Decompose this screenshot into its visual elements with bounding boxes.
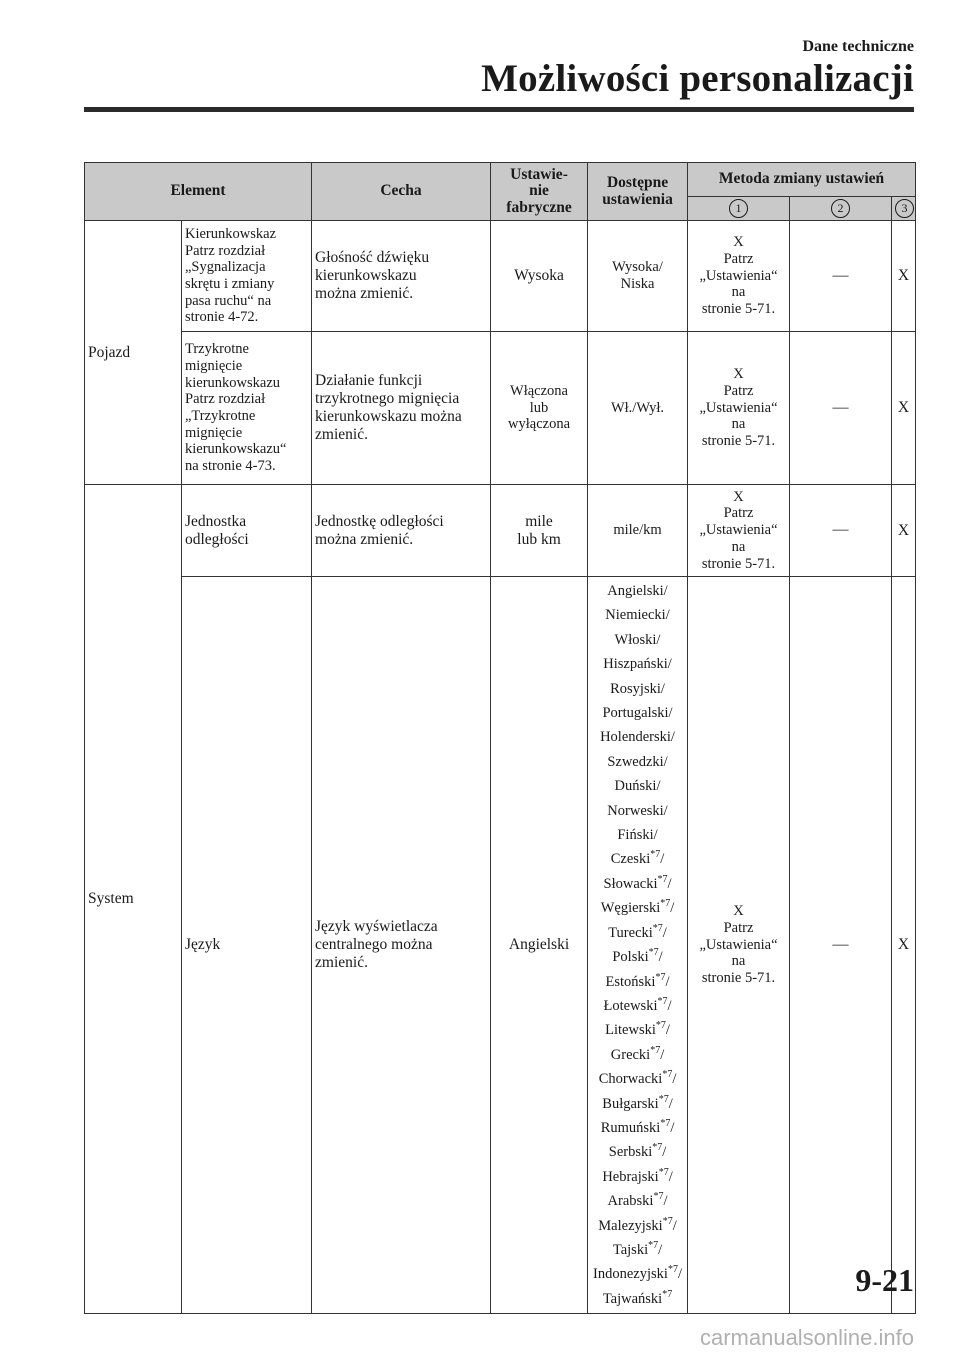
language-separator: / <box>658 949 663 966</box>
language-item <box>604 998 672 1014</box>
group-cell: Pojazd <box>85 221 182 485</box>
language-item <box>605 971 670 990</box>
language-separator: / <box>665 973 670 990</box>
language-name: Tajwański <box>602 1290 663 1307</box>
method-3-cell: X <box>892 221 916 332</box>
language-name: Polski <box>612 949 649 966</box>
language-item <box>599 1071 677 1087</box>
footnote-mark: *7 <box>658 1166 669 1178</box>
language-item <box>608 922 667 941</box>
language-separator: / <box>662 1144 667 1161</box>
language-separator: / <box>665 1022 670 1039</box>
language-item <box>610 1044 665 1063</box>
feature-cell: Język wyświetlacza centralnego można zmienić. <box>312 577 491 1314</box>
available-cell: Wł./Wył. <box>588 332 688 485</box>
header-method-1 <box>688 197 790 221</box>
language-item <box>610 681 665 697</box>
language-name: Malezyjski <box>598 1217 663 1234</box>
language-item <box>615 632 661 648</box>
language-name: Włoski/ <box>614 631 661 648</box>
language-name: Arabski <box>607 1193 654 1210</box>
element-cell: Trzykrotne mignięcie kierunkowskazu Patrz rozdział „Trzykrotne mignięcie kierunkowskazu“ na stronie 4-73. <box>182 332 312 485</box>
language-name: Fiński/ <box>617 827 658 844</box>
language-name: Bułgarski <box>602 1095 659 1112</box>
header-factory: Ustawie- nie fabryczne <box>491 163 588 221</box>
language-name: Norweski/ <box>607 802 668 819</box>
language-item <box>600 729 675 745</box>
language-name: Szwedzki/ <box>607 753 668 770</box>
footnote-mark: *7 <box>650 1044 661 1056</box>
feature-cell: Działanie funkcji trzykrotnego mignięcia kierunkowskazu można zmienić. <box>312 332 491 485</box>
language-separator: / <box>662 924 667 941</box>
method-1-cell: X Patrz „Ustawienia“ na stronie 5-71. <box>688 221 790 332</box>
language-name: Rumuński <box>600 1119 661 1136</box>
footnote-mark: *7 <box>657 874 668 886</box>
language-name: Słowacki <box>603 875 658 892</box>
footnote-mark: *7 <box>660 898 671 910</box>
language-name: Tajski <box>612 1241 649 1258</box>
customization-table <box>84 162 916 1314</box>
title-rule <box>84 107 914 112</box>
language-name: Serbski <box>608 1144 653 1161</box>
footnote-mark: *7 <box>648 1240 659 1252</box>
method-2-cell: — <box>790 332 892 485</box>
method-3-cell: X <box>892 485 916 577</box>
language-name: Angielski/ <box>607 583 668 599</box>
table-row <box>85 221 916 332</box>
factory-cell: Włączona lub wyłączona <box>491 332 588 485</box>
language-separator: / <box>670 900 675 917</box>
language-separator: / <box>677 1266 682 1283</box>
header-method-3 <box>892 197 916 221</box>
factory-cell: Angielski <box>491 577 588 1314</box>
language-separator: / <box>658 1241 663 1258</box>
page-number: 9-21 <box>855 1262 914 1298</box>
language-name: Węgierski <box>600 900 661 917</box>
factory-cell: mile lub km <box>491 485 588 577</box>
language-item <box>607 803 667 819</box>
language-item <box>604 876 672 892</box>
page-title: Możliwości personalizacji <box>481 57 914 100</box>
language-item <box>608 1193 668 1209</box>
language-separator: / <box>672 1217 677 1234</box>
language-separator: / <box>668 1095 673 1112</box>
language-separator: / <box>667 875 672 892</box>
language-item <box>601 900 675 916</box>
table-row <box>85 485 916 577</box>
language-name: Indonezyjski <box>593 1266 668 1283</box>
method-1-circle: 1 <box>729 199 748 218</box>
method-3-circle: 3 <box>895 199 914 218</box>
language-name: Chorwacki <box>598 1071 663 1088</box>
language-item <box>615 778 661 794</box>
method-3-cell: X <box>892 577 916 1314</box>
language-item <box>598 1215 677 1234</box>
footnote-mark: *7 <box>662 1069 673 1081</box>
header-method: Metoda zmiany ustawień <box>688 163 916 197</box>
language-separator: / <box>667 997 672 1014</box>
factory-cell: Wysoka <box>491 221 588 332</box>
footnote-mark: *7 <box>655 971 666 983</box>
language-item <box>612 949 662 965</box>
element-cell: Kierunkowskaz Patrz rozdział „Sygnalizacja skrętu i zmiany pasa ruchu“ na stronie 4-72. <box>182 221 312 332</box>
footnote-mark: *7 <box>652 1142 663 1154</box>
method-2-cell: — <box>790 221 892 332</box>
language-name: Niemiecki/ <box>605 607 670 624</box>
language-item <box>609 1144 667 1160</box>
section-label: Dane techniczne <box>802 38 914 55</box>
table-row <box>85 332 916 485</box>
language-name: Łotewski <box>603 997 658 1014</box>
footnote-mark: *7 <box>667 1264 678 1276</box>
language-item <box>605 607 669 623</box>
available-language-list <box>588 577 688 1314</box>
language-item <box>611 851 665 867</box>
method-1-cell: X Patrz „Ustawienia“ na stronie 5-71. <box>688 485 790 577</box>
watermark: carmanualsonline.info <box>699 1325 914 1350</box>
language-item <box>593 1266 682 1282</box>
language-item <box>605 1022 670 1038</box>
method-1-cell: X Patrz „Ustawienia“ na stronie 5-71. <box>688 332 790 485</box>
header-feature: Cecha <box>312 163 491 221</box>
method-1-cell: X Patrz „Ustawienia“ na stronie 5-71. <box>688 577 790 1314</box>
header-method-2 <box>790 197 892 221</box>
language-item <box>602 1288 673 1307</box>
language-item <box>607 754 667 770</box>
language-item <box>602 705 672 721</box>
header-element: Element <box>85 163 312 221</box>
language-item <box>617 827 657 843</box>
element-cell: Jednostka odległości <box>182 485 312 577</box>
method-2-cell: — <box>790 577 892 1314</box>
language-name: Duński/ <box>614 778 661 795</box>
method-2-circle: 2 <box>831 199 850 218</box>
language-name: Hebrajski <box>602 1168 659 1185</box>
language-name: Rosyjski/ <box>610 680 665 697</box>
language-separator: / <box>660 1046 665 1063</box>
language-item <box>603 656 671 672</box>
group-cell: System <box>85 485 182 1314</box>
footnote-mark: *7 <box>658 1093 669 1105</box>
footnote-mark: *7 <box>662 1215 673 1227</box>
language-separator: / <box>670 1119 675 1136</box>
language-separator: / <box>660 851 665 868</box>
table-row <box>85 577 916 1314</box>
language-item <box>601 1120 675 1136</box>
footnote-mark: *7 <box>660 1118 671 1130</box>
language-name: Hiszpański/ <box>603 656 672 673</box>
language-separator: / <box>663 1193 668 1210</box>
footnote-mark: *7 <box>652 922 663 934</box>
element-cell: Język <box>182 577 312 1314</box>
footnote-mark: *7 <box>662 1288 673 1300</box>
language-name: Portugalski/ <box>602 705 673 722</box>
language-name: Litewski <box>605 1022 656 1039</box>
footnote-mark: *7 <box>657 996 668 1008</box>
language-item <box>607 583 667 599</box>
method-3-cell: X <box>892 332 916 485</box>
method-2-cell: — <box>790 485 892 577</box>
header-available: Dostępne ustawienia <box>588 163 688 221</box>
language-item <box>602 1166 673 1185</box>
language-item <box>602 1093 673 1112</box>
available-cell: mile/km <box>588 485 688 577</box>
language-name: Czeski <box>610 851 651 868</box>
language-name: Holenderski/ <box>600 729 675 746</box>
language-name: Grecki <box>610 1046 651 1063</box>
language-item <box>613 1242 662 1258</box>
language-separator: / <box>668 1168 673 1185</box>
available-cell: Wysoka/ Niska <box>588 221 688 332</box>
language-name: Estoński <box>605 973 656 990</box>
footnote-mark: *7 <box>650 849 661 861</box>
footnote-mark: *7 <box>648 947 659 959</box>
language-separator: / <box>672 1071 677 1088</box>
footnote-mark: *7 <box>653 1191 664 1203</box>
feature-cell: Jednostkę odległości można zmienić. <box>312 485 491 577</box>
footnote-mark: *7 <box>655 1020 666 1032</box>
feature-cell: Głośność dźwięku kierunkowskazu można zmienić. <box>312 221 491 332</box>
language-name: Turecki <box>608 924 653 941</box>
